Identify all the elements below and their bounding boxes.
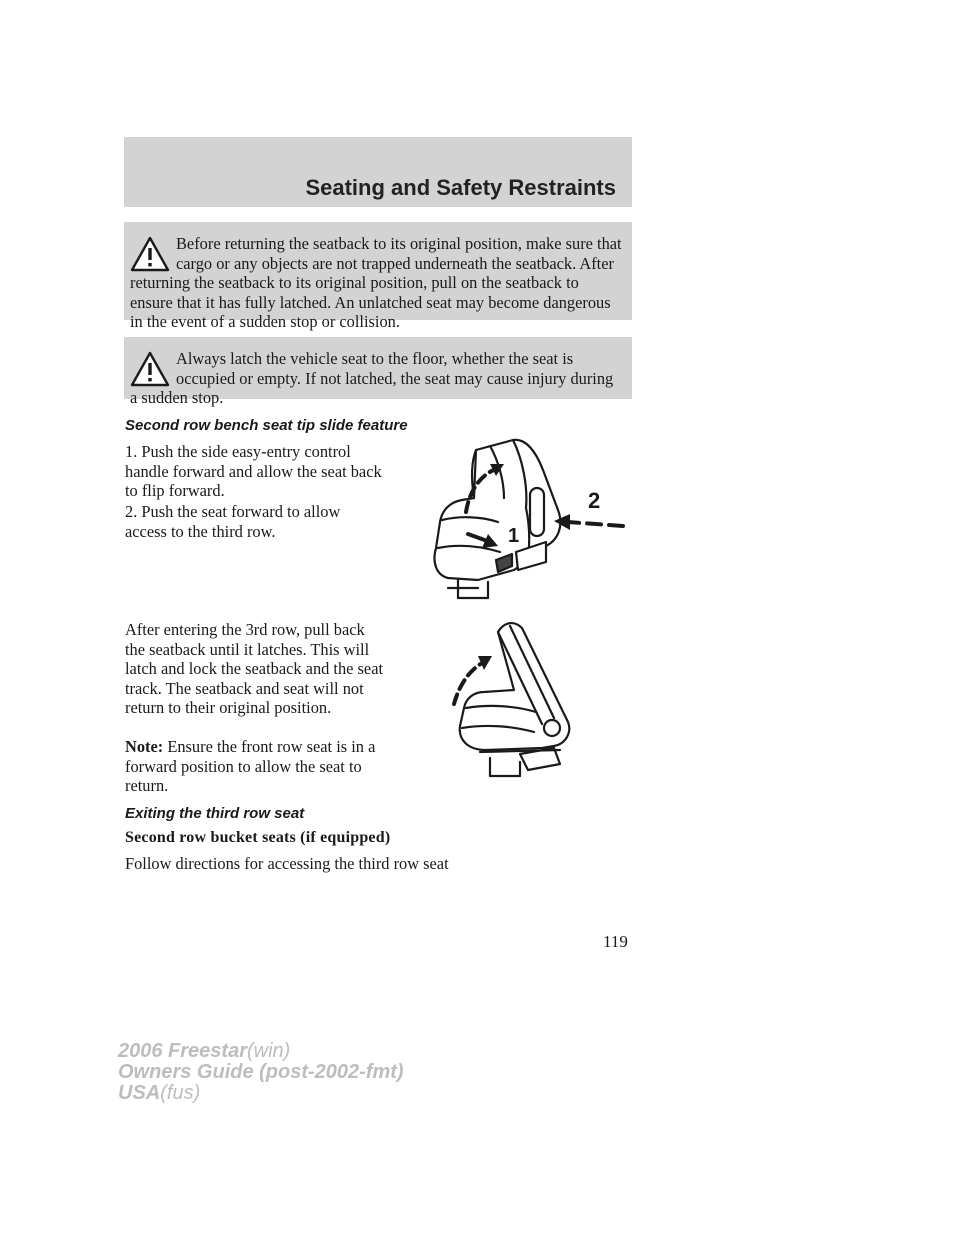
seat-tip-slide-illustration <box>418 430 630 605</box>
warning-box-2 <box>124 337 632 407</box>
footer-meta <box>118 1041 404 1104</box>
footer-market-code: (fus) <box>160 1082 201 1104</box>
warning-triangle-icon <box>130 351 170 387</box>
page-number: 119 <box>603 932 628 951</box>
seatback-return-illustration <box>450 612 585 787</box>
warning-box-1 <box>124 222 632 331</box>
footer-model: 2006 Freestar <box>118 1040 247 1062</box>
callout-2-label: 2 <box>588 488 601 513</box>
note-label: Note: <box>125 737 164 756</box>
section-title-exiting: Exiting the third row seat <box>125 805 305 822</box>
note-paragraph <box>125 737 385 796</box>
warning-triangle-icon <box>130 236 170 272</box>
exit-directions-text: Follow directions for accessing the third row seat <box>125 854 449 873</box>
section-header-band <box>124 137 632 207</box>
note-text: Ensure the front row seat is in a forward position to allow the seat to return. <box>125 737 376 795</box>
section-header-title: Seating and Safety Restraints <box>305 175 616 200</box>
warning-text-1: Before returning the seatback to its original position, make sure that cargo or any objects are not trapped underneath the seatback. After returning the seatback to its original position, pull on the seatback to ensure that it has fully latched. An unlatched seat may become dangerous in the event of a sudden stop or collision. <box>130 234 622 331</box>
subhead-bucket-seats: Second row bucket seats (if equipped) <box>125 829 391 846</box>
footer-market: USA <box>118 1082 161 1104</box>
callout-1-label: 1 <box>508 525 520 547</box>
footer-guide: Owners Guide (post-2002-fmt) <box>118 1061 404 1083</box>
step-1-text: 1. Push the side easy-entry control handle forward and allow the seat back to flip forward. <box>125 442 382 500</box>
warning-text-2: Always latch the vehicle seat to the floor, whether the seat is occupied or empty. If not latched, the seat may cause injury during a sudden stop. <box>130 349 614 407</box>
section-title-tip-slide: Second row bench seat tip slide feature <box>125 417 408 434</box>
step-2-text: 2. Push the seat forward to allow access to the third row. <box>125 502 341 541</box>
footer-model-code: (win) <box>246 1040 291 1062</box>
after-entering-text: After entering the 3rd row, pull back the seatback until it latches. This will latch and lock the seatback and the seat track. The seatback and seat will not return to their original position. <box>125 620 384 717</box>
